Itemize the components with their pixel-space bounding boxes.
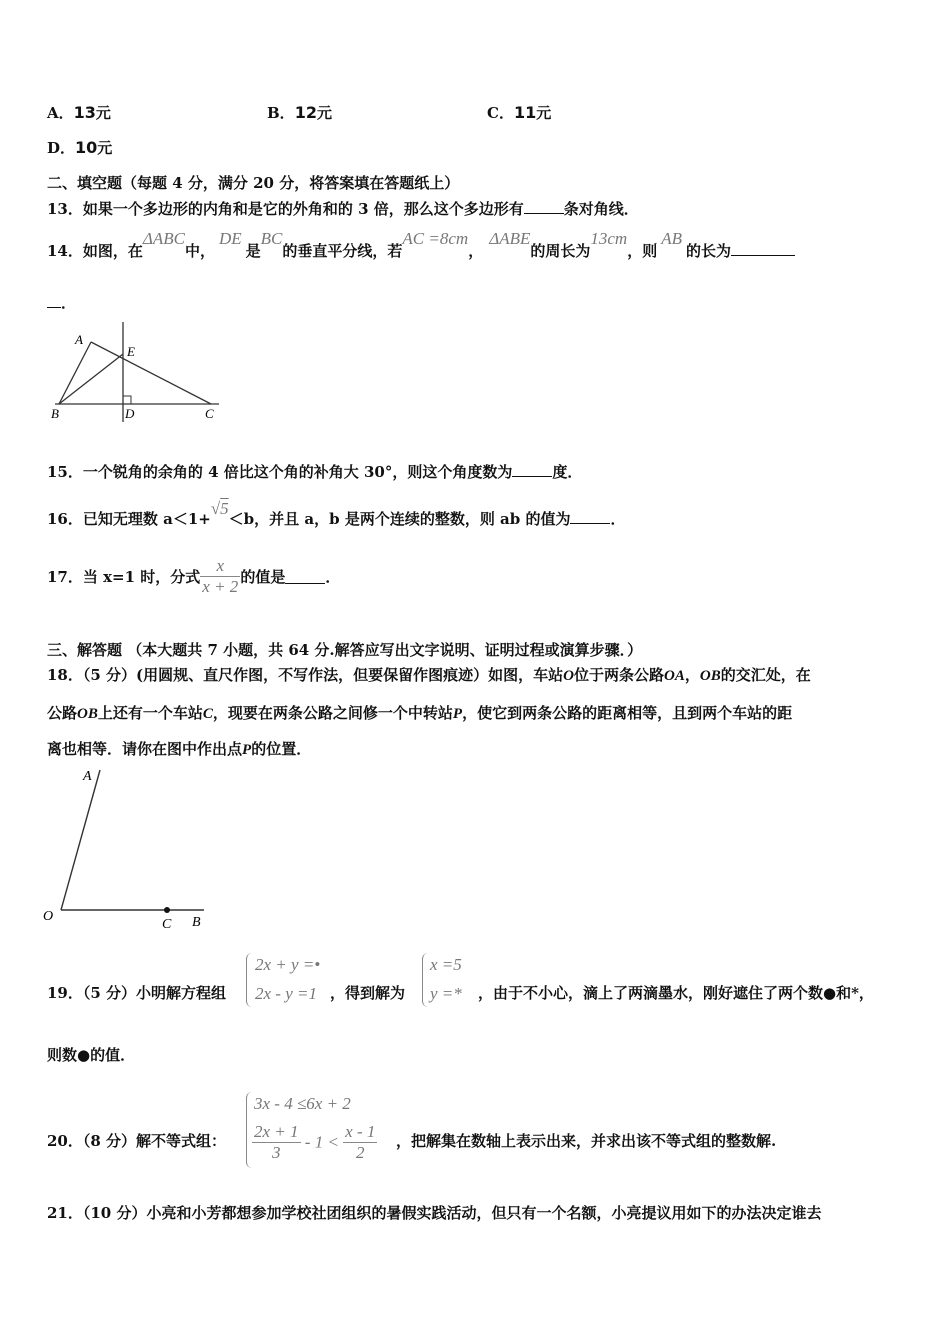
segment-be xyxy=(59,354,123,404)
question-19-line-2: 则数●的值． xyxy=(47,1046,136,1064)
label-a: A xyxy=(83,769,92,784)
road-oa xyxy=(61,770,100,910)
inequality-1: 3x - 4 ≤6x + 2 xyxy=(254,1094,351,1113)
inequality-2: $\frac{2x + 1}{3}$ - 1 < $\frac{x - 1}{2}$ xyxy=(254,1122,376,1162)
label-o: O xyxy=(43,909,54,924)
triangle-figure xyxy=(47,318,227,428)
roads-figure xyxy=(40,764,220,936)
answer-blank xyxy=(47,293,61,308)
label-c: C xyxy=(162,917,172,932)
label-c: C xyxy=(205,406,214,421)
segment-ab xyxy=(59,342,91,404)
question-18-line-1: 18．（5 分）(用圆规、直尺作图，不写作法，但要保留作图痕迹）如图，车站O位于两条公路OA，OB的交汇处，在 xyxy=(47,666,811,684)
solution-x: x =5 xyxy=(430,955,462,974)
equation-2: 2x - y =1 xyxy=(255,984,317,1003)
question-21: 21．（10 分）小亮和小芳都想参加学校社团组织的暑假实践活动，但只有一个名额，小亮提议用如下的办法决定谁去 xyxy=(47,1204,822,1222)
label-e: E xyxy=(127,344,135,359)
option-b: B．12元 xyxy=(267,103,332,122)
question-19-mid: ，得到解为 xyxy=(330,984,406,1002)
equation-system-brace xyxy=(246,953,252,1007)
label-a: A xyxy=(75,332,83,347)
solution-brace xyxy=(422,953,428,1007)
answer-blank xyxy=(731,241,795,256)
question-19-prefix: 19．（5 分）小明解方程组 xyxy=(47,984,227,1002)
answer-blank xyxy=(285,569,325,584)
question-17: 17．当 x=1 时，分式 $\frac{x}{x + 2}$ 的值是 ． xyxy=(47,556,341,596)
answer-blank xyxy=(524,199,564,214)
section-3-title: 三、解答题 （本大题共 7 小题，共 64 分.解答应写出文字说明、证明过程或演算步骤．） xyxy=(47,641,643,659)
question-14: 14．如图，在ΔABC中，DE是BC的垂直平分线，若AC =8cm，ΔABE的周长为13cm，则AB的长为 xyxy=(47,230,795,272)
fraction-right: $\frac{x - 1}{2}$ xyxy=(345,1122,376,1162)
fraction: $\frac{x}{x + 2}$ xyxy=(202,556,239,596)
fraction-left: $\frac{2x + 1}{3}$ xyxy=(254,1122,299,1162)
answer-blank xyxy=(512,462,552,477)
right-angle-marker xyxy=(123,396,131,404)
question-20-prefix: 20．（8 分）解不等式组： xyxy=(47,1132,227,1150)
section-2-title: 二、填空题（每题 4 分，满分 20 分，将答案填在答题纸上） xyxy=(47,174,460,192)
question-18-line-3: 离也相等．请你在图中作出点P的位置． xyxy=(47,740,312,758)
question-13: 13．如果一个多边形的内角和是它的外角和的 3 倍，那么这个多边形有 条对角线． xyxy=(47,200,639,218)
option-d: D．10元 xyxy=(47,138,113,157)
option-a: A．13元 xyxy=(47,103,111,122)
label-b: B xyxy=(51,406,59,421)
option-c: C．11元 xyxy=(487,103,552,122)
label-d: D xyxy=(125,406,135,421)
solution-y: y =* xyxy=(430,984,462,1003)
sqrt-five: √5 xyxy=(210,499,229,518)
question-18-line-2: 公路OB上还有一个车站C，现要在两条公路之间修一个中转站P，使它到两条公路的距离相等，且到两个车站的距 xyxy=(47,704,793,722)
answer-blank xyxy=(570,509,610,524)
label-b: B xyxy=(192,915,201,930)
question-20-suffix: ，把解集在数轴上表示出来，并求出该不等式组的整数解. xyxy=(396,1132,777,1150)
station-c-point xyxy=(164,907,170,913)
question-15: 15．一个锐角的余角的 4 倍比这个角的补角大 30°，则这个角度数为 度． xyxy=(47,463,583,481)
segment-ac xyxy=(91,342,211,404)
question-14-continued: ． xyxy=(47,292,76,313)
question-16: 16．已知无理数 a＜1+√5＜b，并且 a，b 是两个连续的整数，则 ab 的值为 ． xyxy=(47,499,626,528)
equation-1: 2x + y =• xyxy=(255,955,321,974)
question-19-suffix: ，由于不小心，滴上了两滴墨水，刚好遮住了两个数●和*， xyxy=(478,984,874,1002)
